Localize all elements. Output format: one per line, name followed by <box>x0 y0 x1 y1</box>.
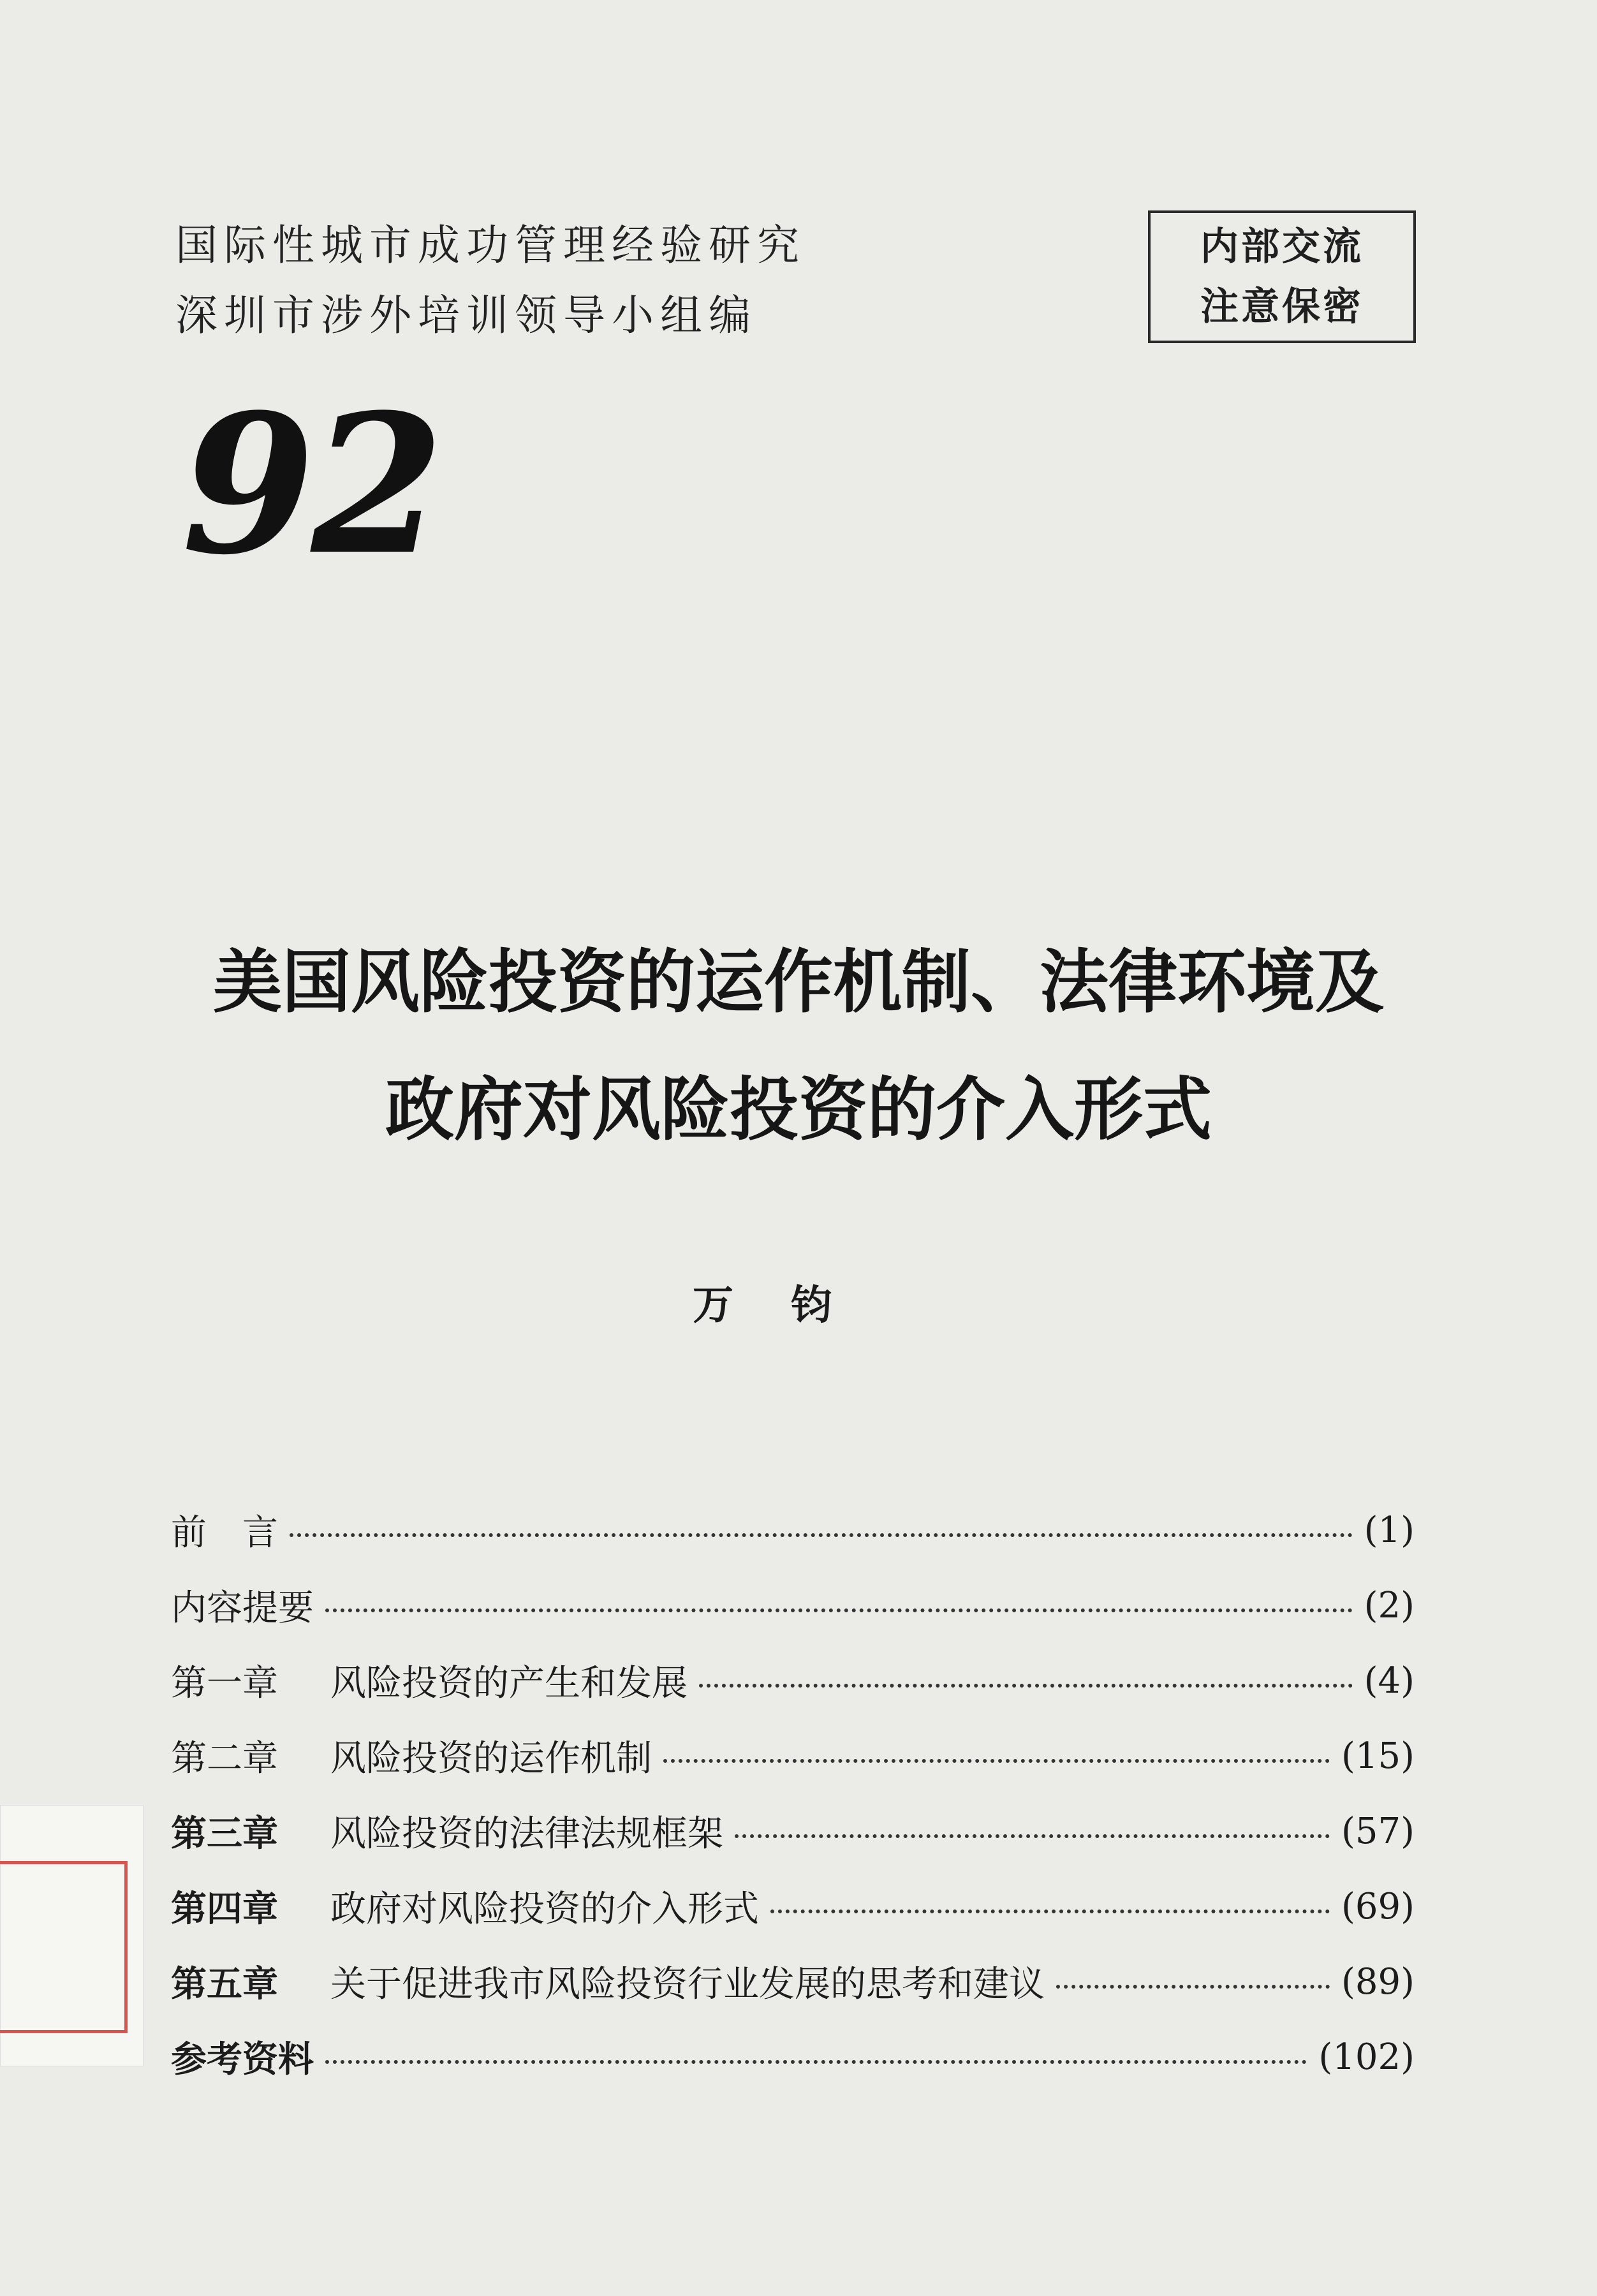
toc-page-number: (57) <box>1341 1810 1415 1852</box>
toc-title: 风险投资的运作机制 <box>330 1738 652 1779</box>
toc-row <box>171 2019 1415 2094</box>
editor-credit: 深圳市涉外培训领导小组编 <box>175 291 757 340</box>
toc-leader-dots <box>770 1910 1330 1913</box>
toc-chapter: 第五章 <box>171 1963 278 2005</box>
toc-row <box>171 1643 1415 1718</box>
toc-page-number: (102) <box>1318 2036 1415 2078</box>
stamp-line-1: 内部交流 <box>1200 224 1364 269</box>
stamp-line-2: 注意保密 <box>1200 284 1364 329</box>
library-label-sticker <box>0 1805 144 2066</box>
toc-row <box>171 1944 1415 2019</box>
main-title <box>0 918 1597 1174</box>
toc-leader-dots <box>699 1684 1353 1688</box>
toc-row <box>171 1492 1415 1568</box>
toc-page-number: (2) <box>1364 1584 1415 1626</box>
toc-page-number: (15) <box>1341 1735 1415 1777</box>
toc-title: 政府对风险投资的介入形式 <box>330 1888 759 1930</box>
series-title: 国际性城市成功管理经验研究 <box>175 221 806 270</box>
toc-chapter: 前 言 <box>171 1512 278 1554</box>
toc-leader-dots <box>325 2060 1307 2064</box>
toc-title: 关于促进我市风险投资行业发展的思考和建议 <box>330 1964 1045 2005</box>
toc-row <box>171 1869 1415 1944</box>
toc-leader-dots <box>1056 1985 1330 1989</box>
toc-title: 风险投资的法律法规框架 <box>330 1813 723 1855</box>
toc-row <box>171 1718 1415 1793</box>
library-label-border <box>0 1861 128 2033</box>
toc-chapter: 第三章 <box>171 1813 278 1855</box>
toc-page-number: (1) <box>1364 1509 1415 1551</box>
series-header <box>175 210 806 351</box>
toc-leader-dots <box>290 1533 1353 1537</box>
toc-row <box>171 1793 1415 1869</box>
toc-leader-dots <box>735 1834 1330 1838</box>
toc-title: 风险投资的产生和发展 <box>330 1663 688 1704</box>
toc-chapter: 内容提要 <box>171 1587 314 1629</box>
toc-chapter: 第二章 <box>171 1738 278 1779</box>
confidentiality-stamp <box>1148 210 1416 343</box>
toc-chapter: 第四章 <box>171 1888 278 1930</box>
toc-chapter: 第一章 <box>171 1663 278 1704</box>
toc-page-number: (4) <box>1364 1659 1415 1702</box>
author-name: 万钧 <box>693 1282 889 1329</box>
toc-leader-dots <box>663 1759 1330 1763</box>
toc-row <box>171 1568 1415 1643</box>
toc-chapter: 参考资料 <box>171 2038 314 2080</box>
issue-number: 92 <box>182 372 441 597</box>
toc-page-number: (69) <box>1341 1885 1415 1927</box>
toc-leader-dots <box>325 1608 1353 1612</box>
title-line-2: 政府对风险投资的介入形式 <box>385 1070 1212 1150</box>
title-line-1: 美国风险投资的运作机制、法律环境及 <box>212 942 1384 1022</box>
table-of-contents <box>171 1492 1415 2094</box>
toc-page-number: (89) <box>1341 1961 1415 2003</box>
